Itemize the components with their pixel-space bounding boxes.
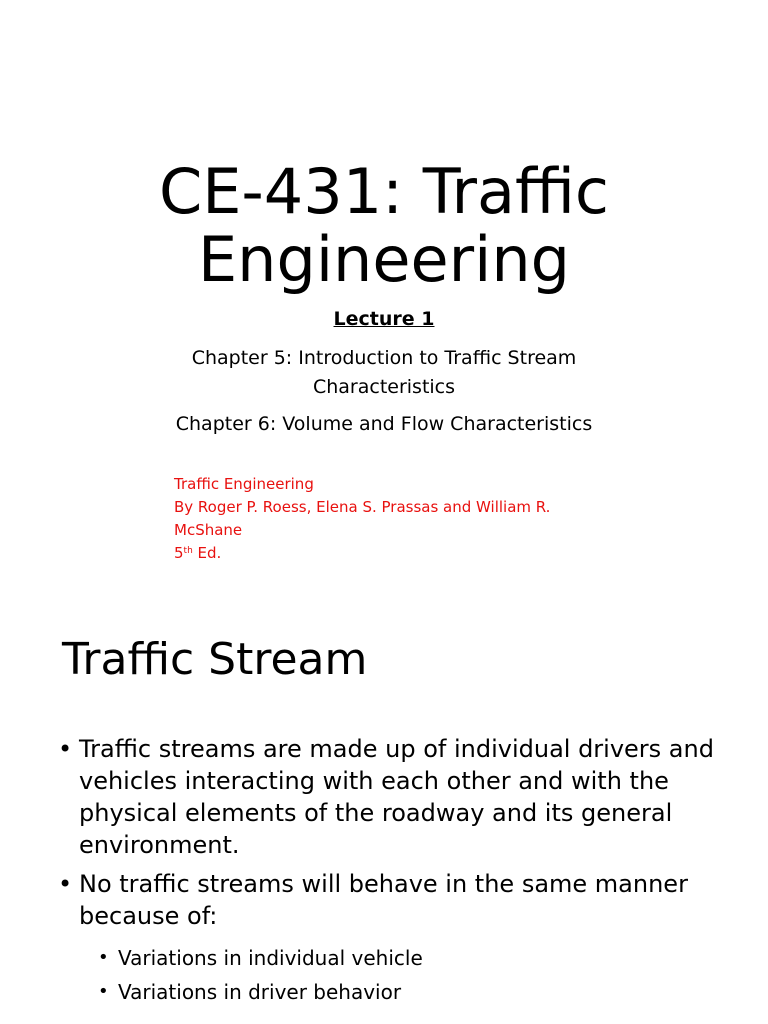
- edition-suffix: th: [183, 546, 193, 556]
- sub-bullet-item: [98, 975, 718, 1009]
- course-title-line1: CE-431: Traffic: [158, 155, 610, 228]
- sub-bullet-text: Variations in driver behavior: [118, 980, 402, 1004]
- sub-bullet-item: [98, 941, 718, 975]
- edition-number: 5: [174, 544, 184, 562]
- sub-bullet-list: [98, 941, 718, 1009]
- bullet-dot-icon: •: [98, 947, 109, 968]
- reference-authors: By Roger P. Roess, Elena S. Prassas and William R. McShane: [174, 498, 551, 539]
- reference-book-title: Traffic Engineering: [174, 475, 314, 493]
- chapter5-heading: Chapter 5: Introduction to Traffic Stream Characteristics: [191, 347, 577, 398]
- bullet-dot-icon: •: [58, 735, 73, 763]
- course-title-line2: Engineering: [198, 223, 570, 296]
- bullet-text: No traffic streams will behave in the same manner because of:: [79, 870, 688, 930]
- sub-bullet-text: Variations in individual vehicle: [118, 946, 423, 970]
- lecture-label: Lecture 1: [333, 308, 435, 330]
- reference-edition: [174, 542, 554, 565]
- bullet-dot-icon: •: [58, 870, 73, 898]
- chapter6-heading: Chapter 6: Volume and Flow Characteristics: [175, 413, 593, 435]
- edition-label: Ed.: [192, 544, 222, 562]
- bullet-dot-icon: •: [98, 981, 109, 1002]
- bullet-item: [58, 733, 738, 861]
- bullet-text: Traffic streams are made up of individual drivers and vehicles interacting with each other and with the physical elements of the roadway and its general environment.: [79, 735, 714, 859]
- bullet-item: [58, 868, 738, 932]
- bullet-list: [58, 733, 738, 939]
- course-title: [0, 155, 768, 296]
- slide-title: Traffic Stream: [62, 634, 368, 685]
- textbook-reference: [174, 473, 554, 565]
